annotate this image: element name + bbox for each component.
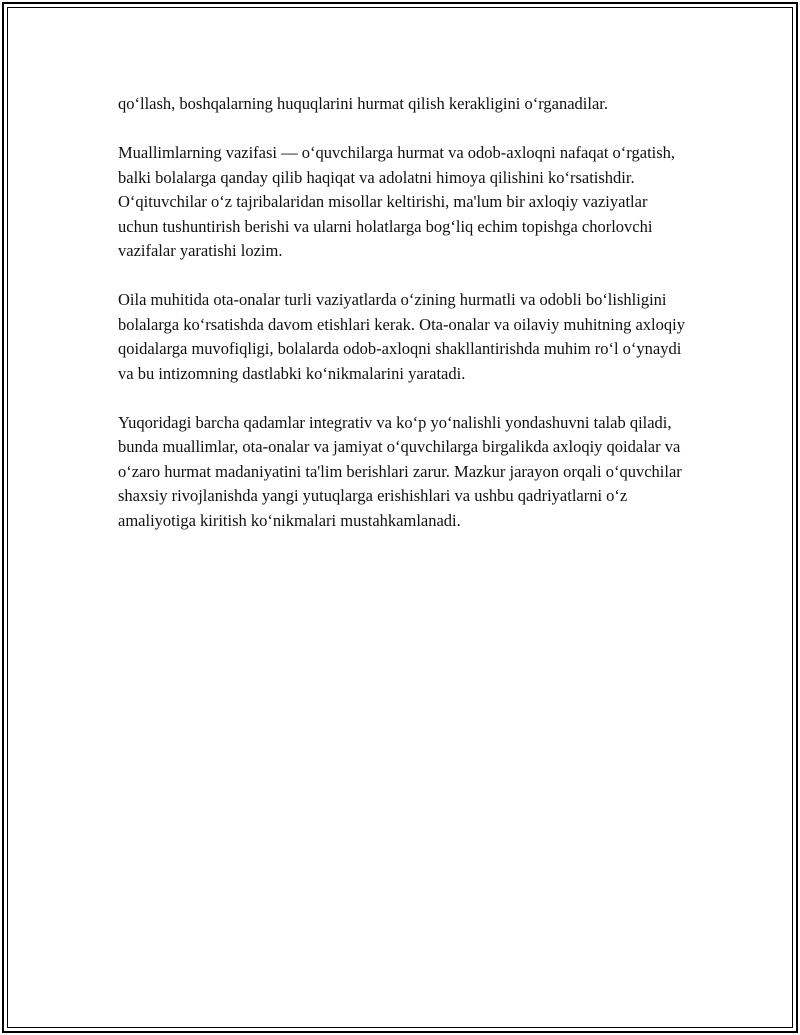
paragraph-3: Oila muhitida ota-onalar turli vaziyatlarda o‘zining hurmatli va odobli bo‘lishligini bolalarga ko‘rsatishda davom etishlari kerak. Ota-onalar va oilaviy muhitning axloqiy qoidalarga muvofiqligi, bolalarda odob-axloqni shakllantirishda muhim ro‘l o‘ynaydi va bu intizomning dastlabki ko‘nikmalarini yaratadi. <box>118 290 685 383</box>
paragraph-4: Yuqoridagi barcha qadamlar integrativ va ko‘p yo‘nalishli yondashuvni talab qiladi, bunda muallimlar, ota-onalar va jamiyat o‘quvchilarga birgalikda axloqiy qoidalar va o‘zaro hurmat madaniyatini ta'lim berishlari zarur. Mazkur jarayon orqali o‘quvchilar shaxsiy rivojlanishda yangi yutuqlarga erishishlari va ushbu qadriyatlarni o‘z amaliyotiga kiritish ko‘nikmalari mustahkamlanadi. <box>118 412 682 530</box>
paragraph-2: Muallimlarning vazifasi — o‘quvchilarga hurmat va odob-axloqni nafaqat o‘rgatish, balki bolalarga qanday qilib haqiqat va adolatni himoya qilishini ko‘rsatishdir. O‘qituvchilar o‘z tajribalaridan misollar keltirishi, ma'lum bir axloqiy vaziyatlar uchun tushuntirish berishi va ularni holatlarga bog‘liq echim topishga chorlovchi vazifalar yaratishi lozim. <box>118 143 676 260</box>
paragraph-1: qo‘llash, boshqalarning huquqlarini hurmat qilish kerakligini o‘rganadilar. <box>118 94 609 113</box>
document-body <box>118 92 688 558</box>
